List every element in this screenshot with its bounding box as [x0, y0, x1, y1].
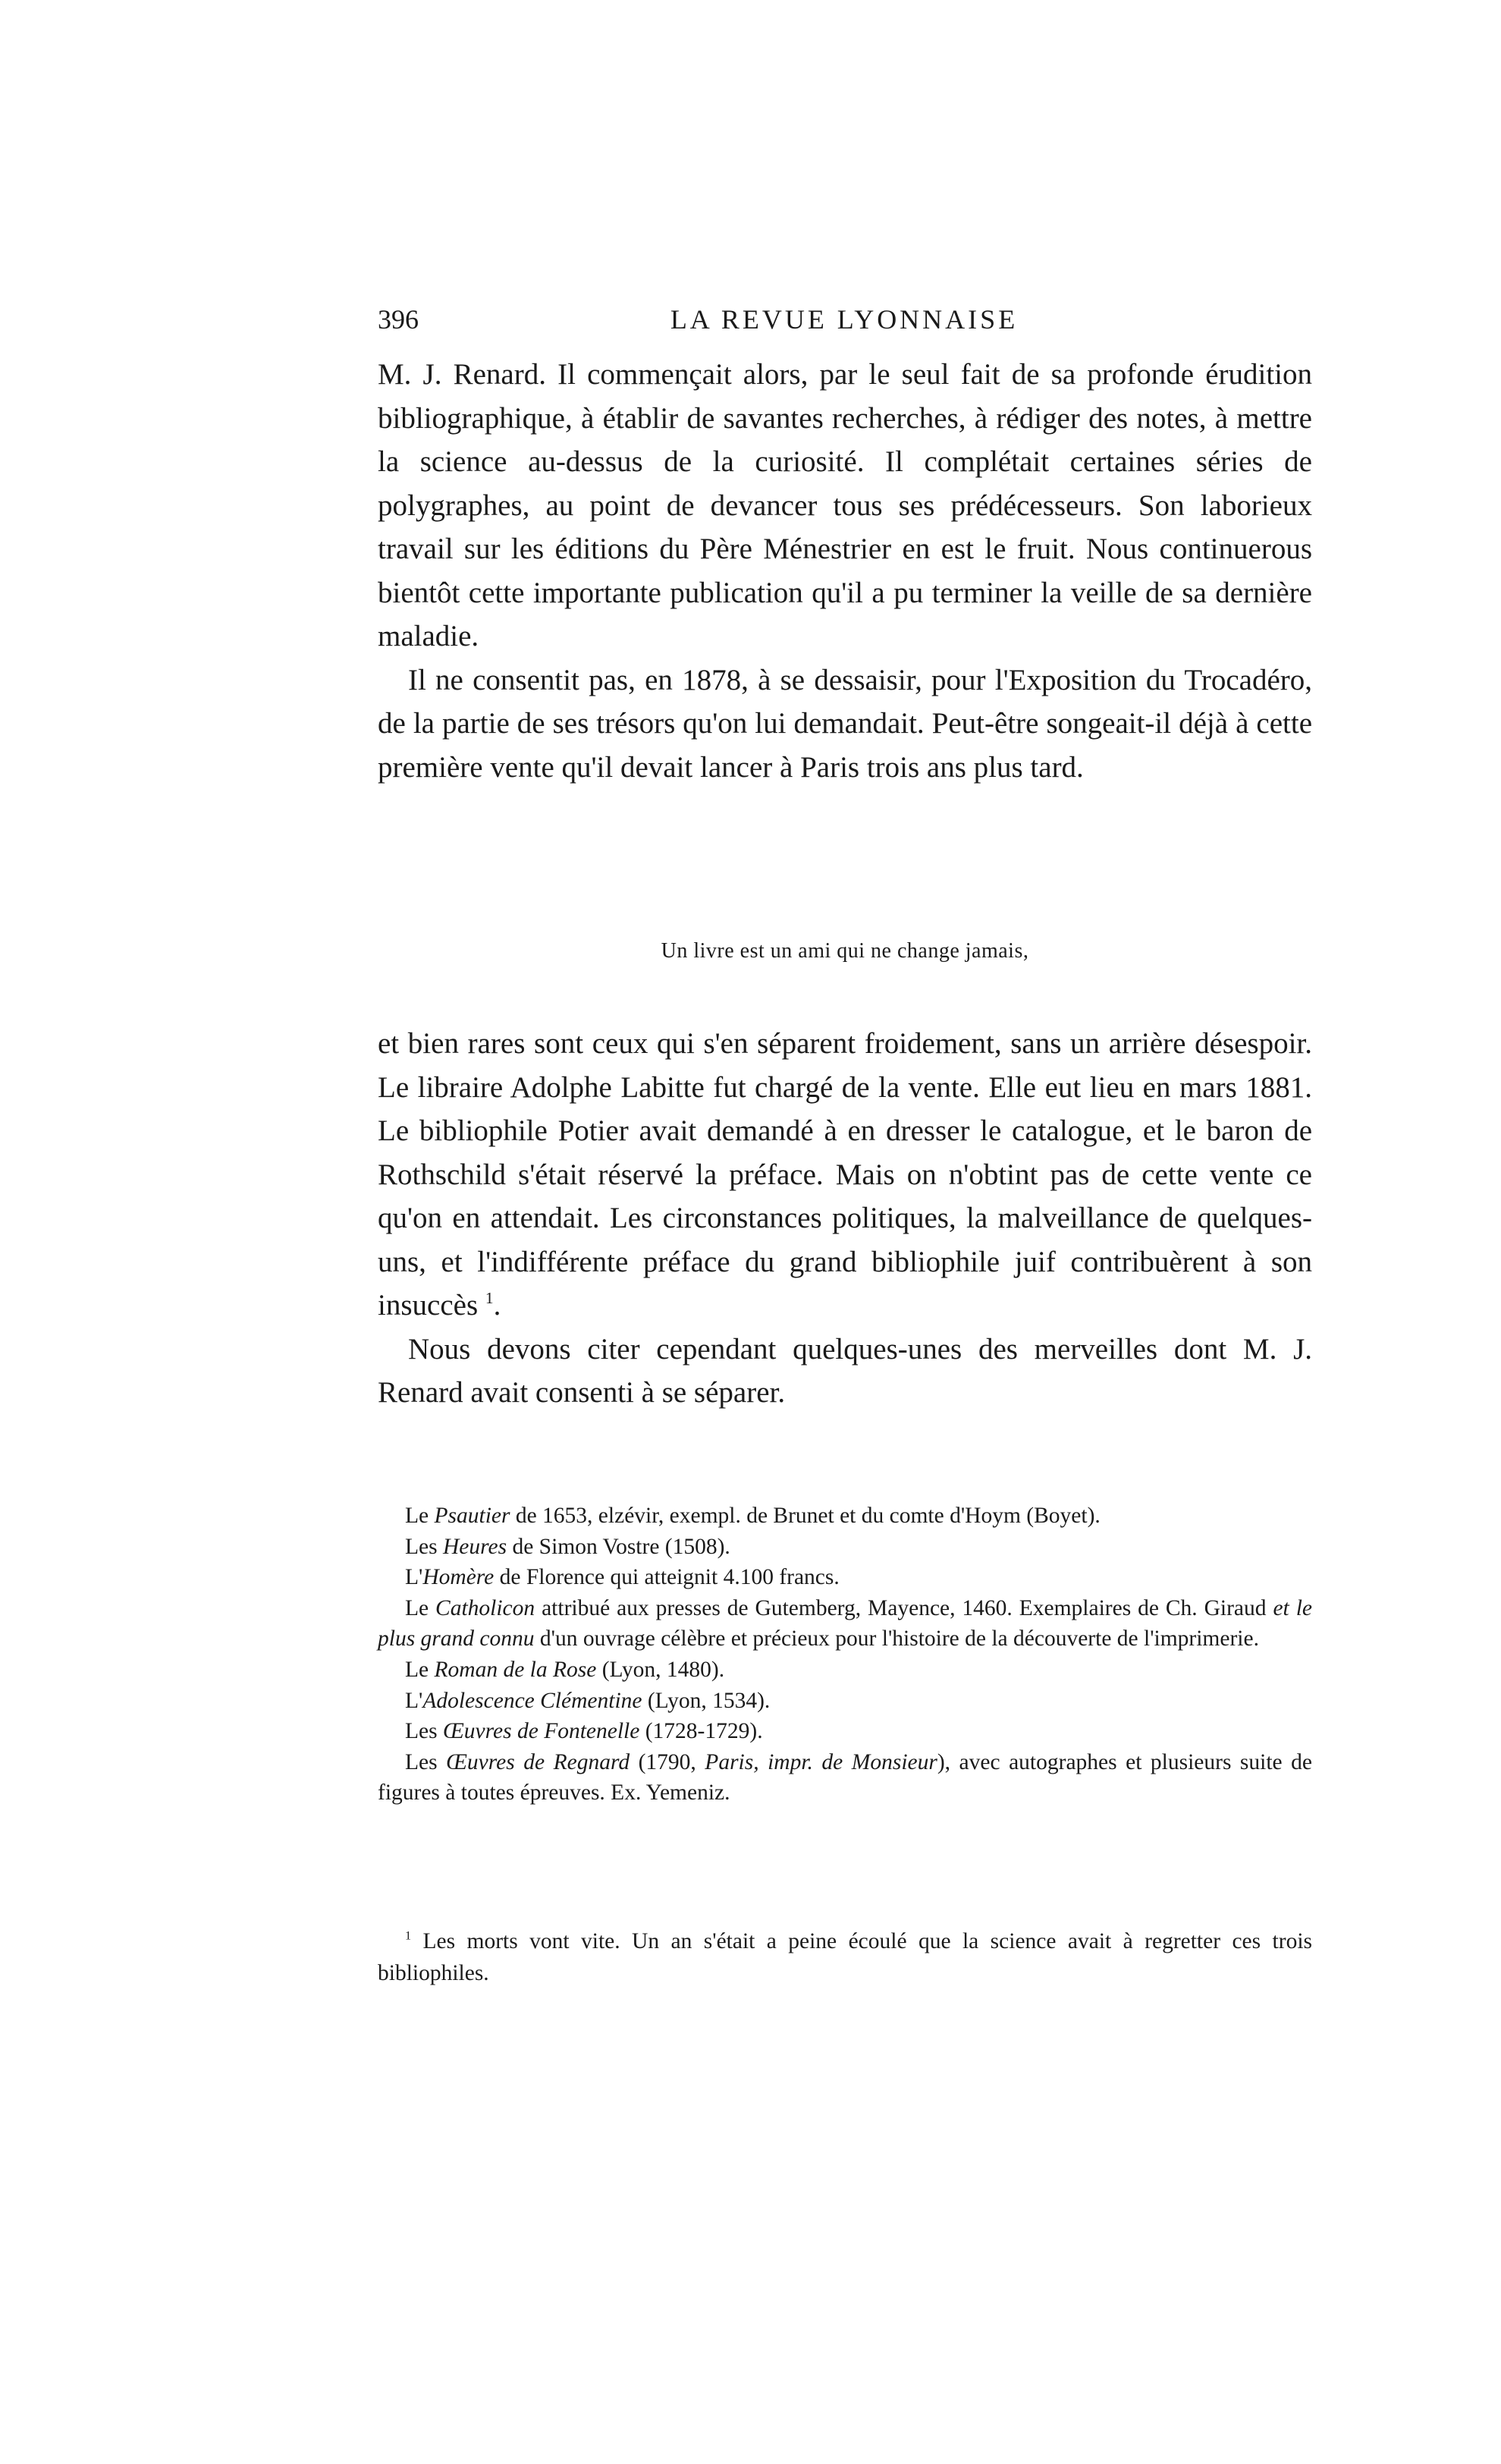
book-title: Heures — [442, 1534, 507, 1559]
footnote — [378, 1925, 1312, 1989]
book-title: Roman de la Rose — [434, 1657, 597, 1682]
page-header — [378, 303, 1311, 349]
paragraph-1: M. J. Renard. Il commençait alors, par le seul fait de sa profonde érudition bibliographique, à établir de savantes recherches, à rédiger des notes, à mettre la science au-dessus de la curiosité. Il complétait certaines séries de polygraphes, au point de devancer tous ses prédécesseurs. Son laborieux travail sur les éditions du Père Ménestrier en est le fruit. Nous continuerous bientôt cette importante publication qu'il a pu terminer la veille de sa dernière maladie. — [378, 358, 1312, 652]
paragraph-3-text: et bien rares sont ceux qui s'en séparent froidement, sans un arrière désespoir. Le libraire Adolphe Labitte fut chargé de la vente. Elle eut lieu en mars 1881. Le bibliophile Potier avait demandé à en dresser le catalogue, et le baron de Rothschild s'était réservé la préface. Mais on n'obtint pas de cette vente ce qu'on en attendait. Les circonstances politiques, la malveillance de quelques-uns, et l'indifférente préface du grand bibliophile juif contribuèrent à son insuccès — [378, 1027, 1312, 1322]
footnote-marker: 1 — [405, 1928, 412, 1943]
emphasis: et le plus grand connu — [378, 1595, 1312, 1652]
emphasis: Paris, impr. de Monsieur — [705, 1749, 937, 1774]
quotation: Un livre est un ami qui ne change jamais, — [661, 939, 1029, 963]
running-title: LA REVUE LYONNAISE — [670, 304, 1019, 335]
list-item: Le Catholicon attribué aux presses de Gutemberg, Mayence, 1460. Exemplaires de Ch. Giraud et le plus grand connu d'un ouvrage célèbre et précieux pour l'histoire de la découverte de l'imprimerie. — [378, 1595, 1312, 1652]
list-item: Les Œuvres de Fontenelle (1728-1729). — [405, 1719, 763, 1744]
book-title: Adolescence Clémentine — [422, 1688, 642, 1713]
list-item: Le Psautier de 1653, elzévir, exempl. de Brunet et du comte d'Hoym (Boyet). — [405, 1504, 1101, 1528]
book-title: Homère — [422, 1565, 495, 1590]
list-item: Les Œuvres de Regnard (1790, Paris, impr. de Monsieur), avec autographes et plusieurs suite de figures à toutes épreuves. Ex. Yemeniz. — [378, 1749, 1312, 1806]
list-item: Le Roman de la Rose (Lyon, 1480). — [405, 1657, 725, 1682]
paragraph-3-end: . — [493, 1289, 501, 1322]
footnote-reference[interactable]: 1 — [485, 1289, 494, 1307]
paragraph-2: Il ne consentit pas, en 1878, à se dessaisir, pour l'Exposition du Trocadéro, de la partie de ses trésors qu'on lui demandait. Peut-être songeait-il déjà à cette première vente qu'il devait lancer à Paris trois ans plus tard. — [378, 663, 1312, 784]
list-item: L'Adolescence Clémentine (Lyon, 1534). — [405, 1688, 771, 1713]
page-number: 396 — [378, 304, 419, 335]
list-item: L'Homère de Florence qui atteignit 4.100 francs. — [405, 1565, 840, 1590]
book-title: Œuvres de Fontenelle — [442, 1719, 640, 1744]
paragraph-4: Nous devons citer cependant quelques-unes des merveilles dont M. J. Renard avait consenti à se séparer. — [378, 1332, 1312, 1409]
paragraph-3 — [378, 1022, 1312, 1328]
body-section-bottom — [378, 1022, 1312, 1415]
list-item: Les Heures de Simon Vostre (1508). — [405, 1534, 730, 1559]
book-title: Catholicon — [435, 1595, 535, 1620]
book-list — [378, 1501, 1312, 1809]
footnote-text: $^1$ Les morts vont vite. Un an s'était a peine écoulé que la science avait à regretter ces trois bibliophiles. — [378, 1928, 1312, 1985]
body-section-top — [378, 353, 1312, 789]
book-title: Psautier — [434, 1504, 510, 1528]
book-title: Œuvres de Regnard — [446, 1749, 630, 1774]
